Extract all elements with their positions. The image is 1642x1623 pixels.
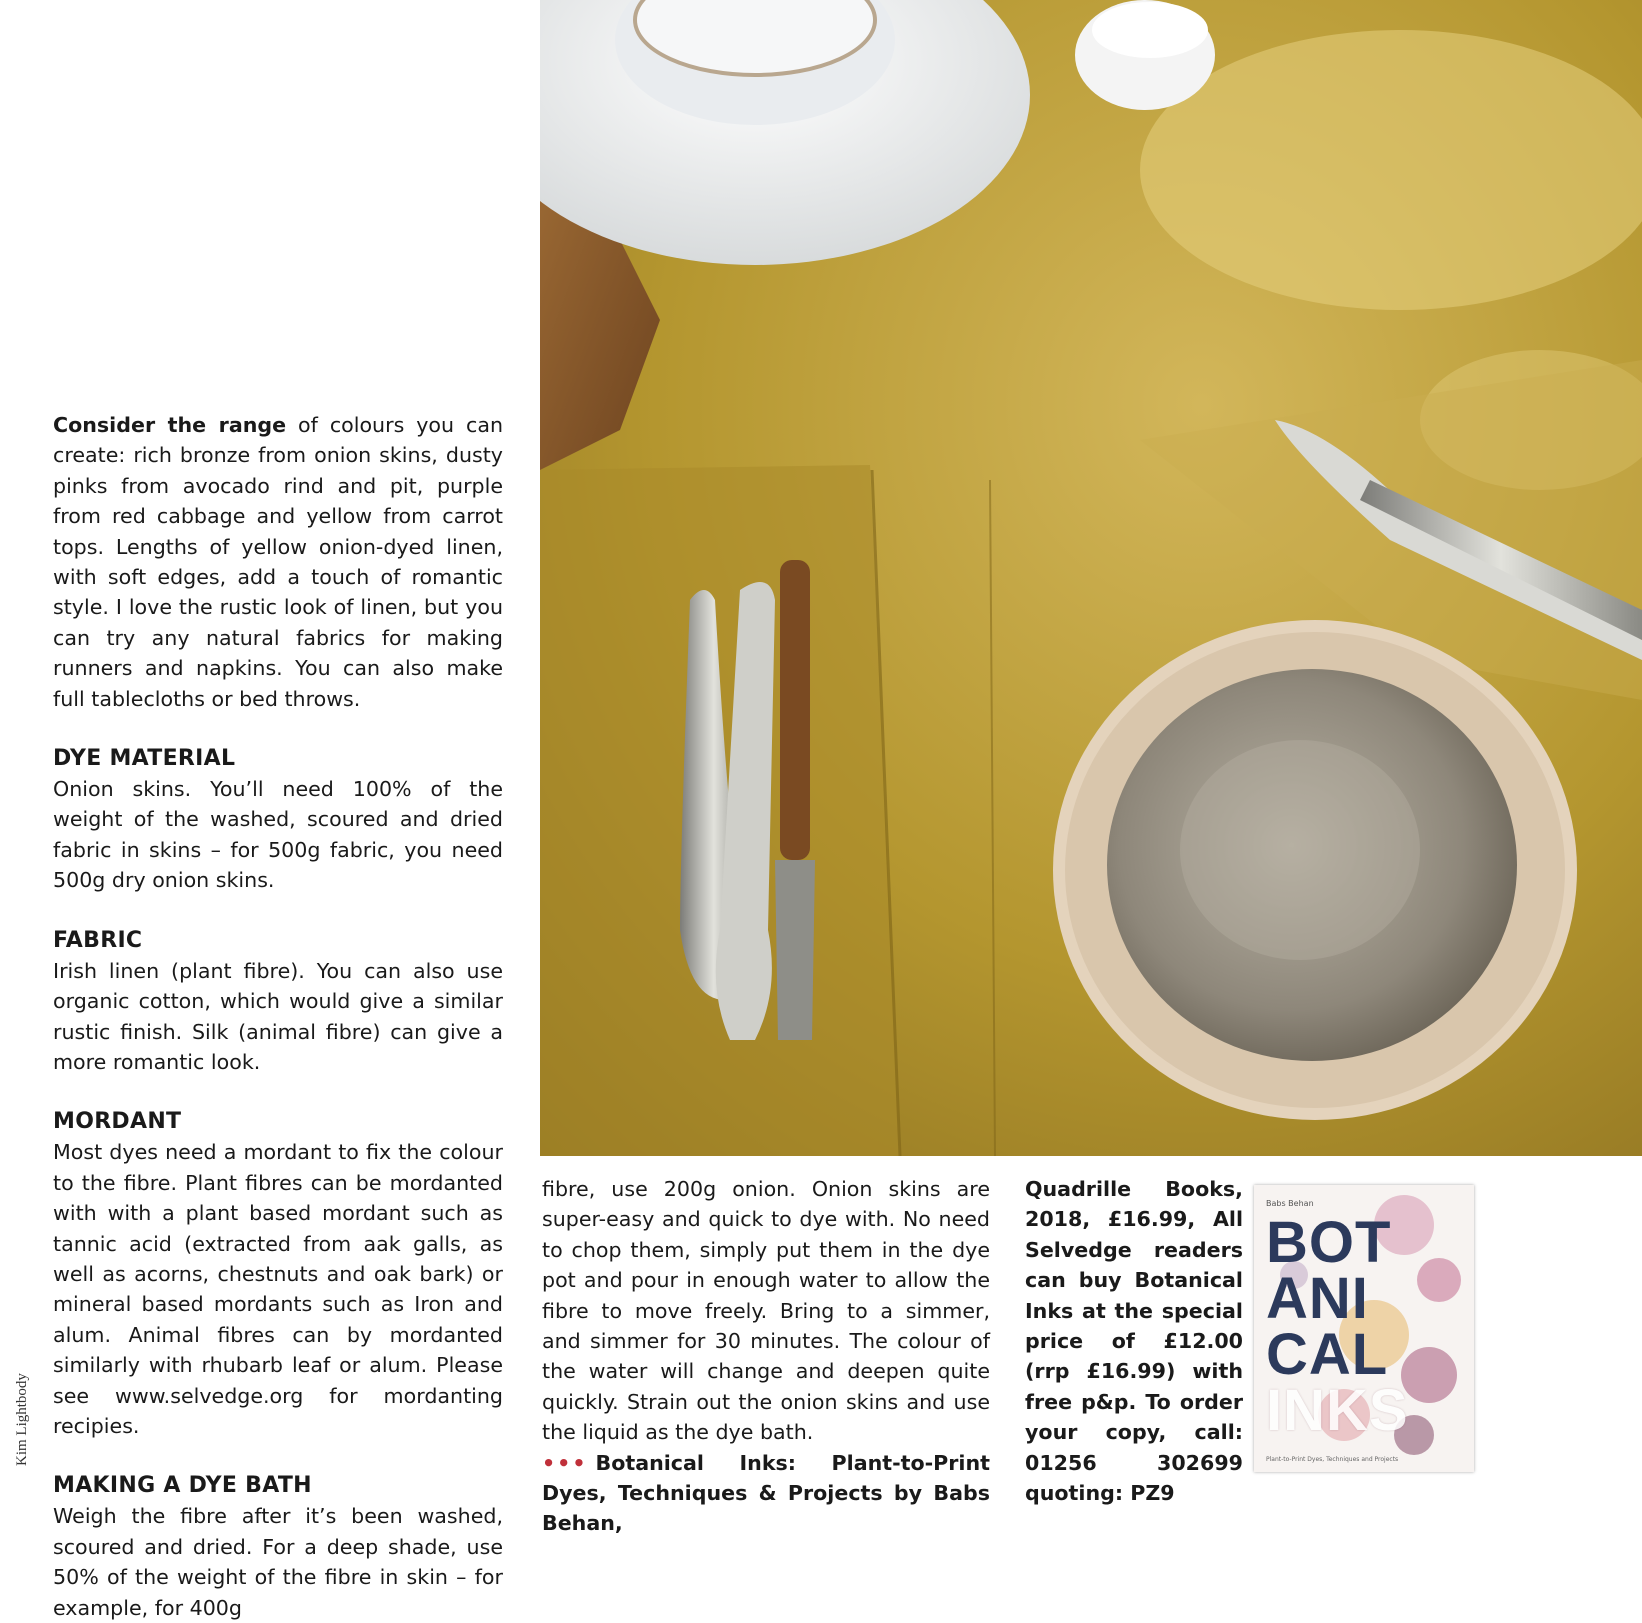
offer-text: Quadrille Books, 2018, £16.99, All Selvedge readers can buy Botanical Inks at the special price of £12.00 (rrp £16.99) with free p&p. To order your copy, call: 01256 302699 quoting: PZ9: [1025, 1177, 1243, 1506]
book-author: Babs Behan: [1266, 1199, 1314, 1208]
section-heading: FABRIC: [53, 927, 143, 953]
section-body: Onion skins. You’ll need 100% of the weight of the washed, scoured and dried fabric in skins – for 500g fabric, you need 500g dry onion skins.: [53, 777, 503, 893]
book-credit: [542, 1448, 990, 1539]
article-column-middle: [542, 1174, 990, 1539]
section-body: Weigh the fibre after it’s been washed, scoured and dried. For a deep shade, use 50% of the weight of the fibre in skin – for example, for 400g: [53, 1504, 503, 1620]
book-cover: [1254, 1185, 1474, 1472]
photo-illustration: [540, 0, 1642, 1156]
article-column-left: [53, 410, 503, 1623]
section-heading: MAKING A DYE BATH: [53, 1473, 312, 1499]
book-title-line: CAL: [1266, 1322, 1389, 1387]
section-body: Irish linen (plant fibre). You can also use organic cotton, which would give a similar rustic finish. Silk (animal fibre) can give a more romantic look.: [53, 958, 503, 1074]
bullet-dots: •••: [542, 1450, 588, 1475]
book-subtitle: Plant-to-Print Dyes, Techniques and Projects: [1266, 1456, 1399, 1463]
section-heading: DYE MATERIAL: [53, 746, 236, 772]
photo-credit: Kim Lightbody: [14, 1373, 30, 1466]
section-dye-bath: [53, 1471, 503, 1623]
book-title-line: ANI: [1266, 1266, 1369, 1331]
book-title-line: INKS: [1266, 1378, 1409, 1443]
section-body: Most dyes need a mordant to fix the colour to the fibre. Plant fibres can be mordanted with with a plant based mordant such as tannic acid (extracted from aak galls, as well as acorns, chestnuts and oak bark) or mineral based mordants such as Iron and alum. Animal fibres can by mordanted similarly with rhubarb leaf or alum. Please see www.selvedge.org for mordanting recipies.: [53, 1140, 503, 1438]
intro-paragraph: [53, 410, 503, 714]
place-setting-photo: [540, 0, 1642, 1156]
section-heading: MORDANT: [53, 1109, 182, 1135]
article-column-right: [1025, 1174, 1243, 1508]
section-mordant: [53, 1107, 503, 1441]
section-fabric: [53, 926, 503, 1078]
intro-text: of colours you can create: rich bronze from onion skins, dusty pinks from avocado rind and pit, purple from red cabbage and yellow from carrot tops. Lengths of yellow onion-dyed linen, with soft edges, add a touch of romantic style. I love the rustic look of linen, but you can try any natural fabrics for making runners and napkins. You can also make full tablecloths or bed throws.: [53, 413, 503, 711]
dye-bath-continued: fibre, use 200g onion. Onion skins are super-easy and quick to dye with. No need to chop them, simply put them in the dye pot and pour in enough water to allow the fibre to move freely. Bring to a simmer, and simmer for 30 minutes. The colour of the water will change and deepen quite quickly. Strain out the onion skins and use the liquid as the dye bath.: [542, 1177, 990, 1445]
book-credit-text: Botanical Inks: Plant-to-Print Dyes, Techniques & Projects by Babs Behan,: [542, 1450, 990, 1536]
intro-lead: Consider the range: [53, 413, 287, 437]
book-title-line: BOT: [1266, 1210, 1392, 1275]
section-dye-material: [53, 744, 503, 896]
book-title: [1266, 1210, 1409, 1443]
